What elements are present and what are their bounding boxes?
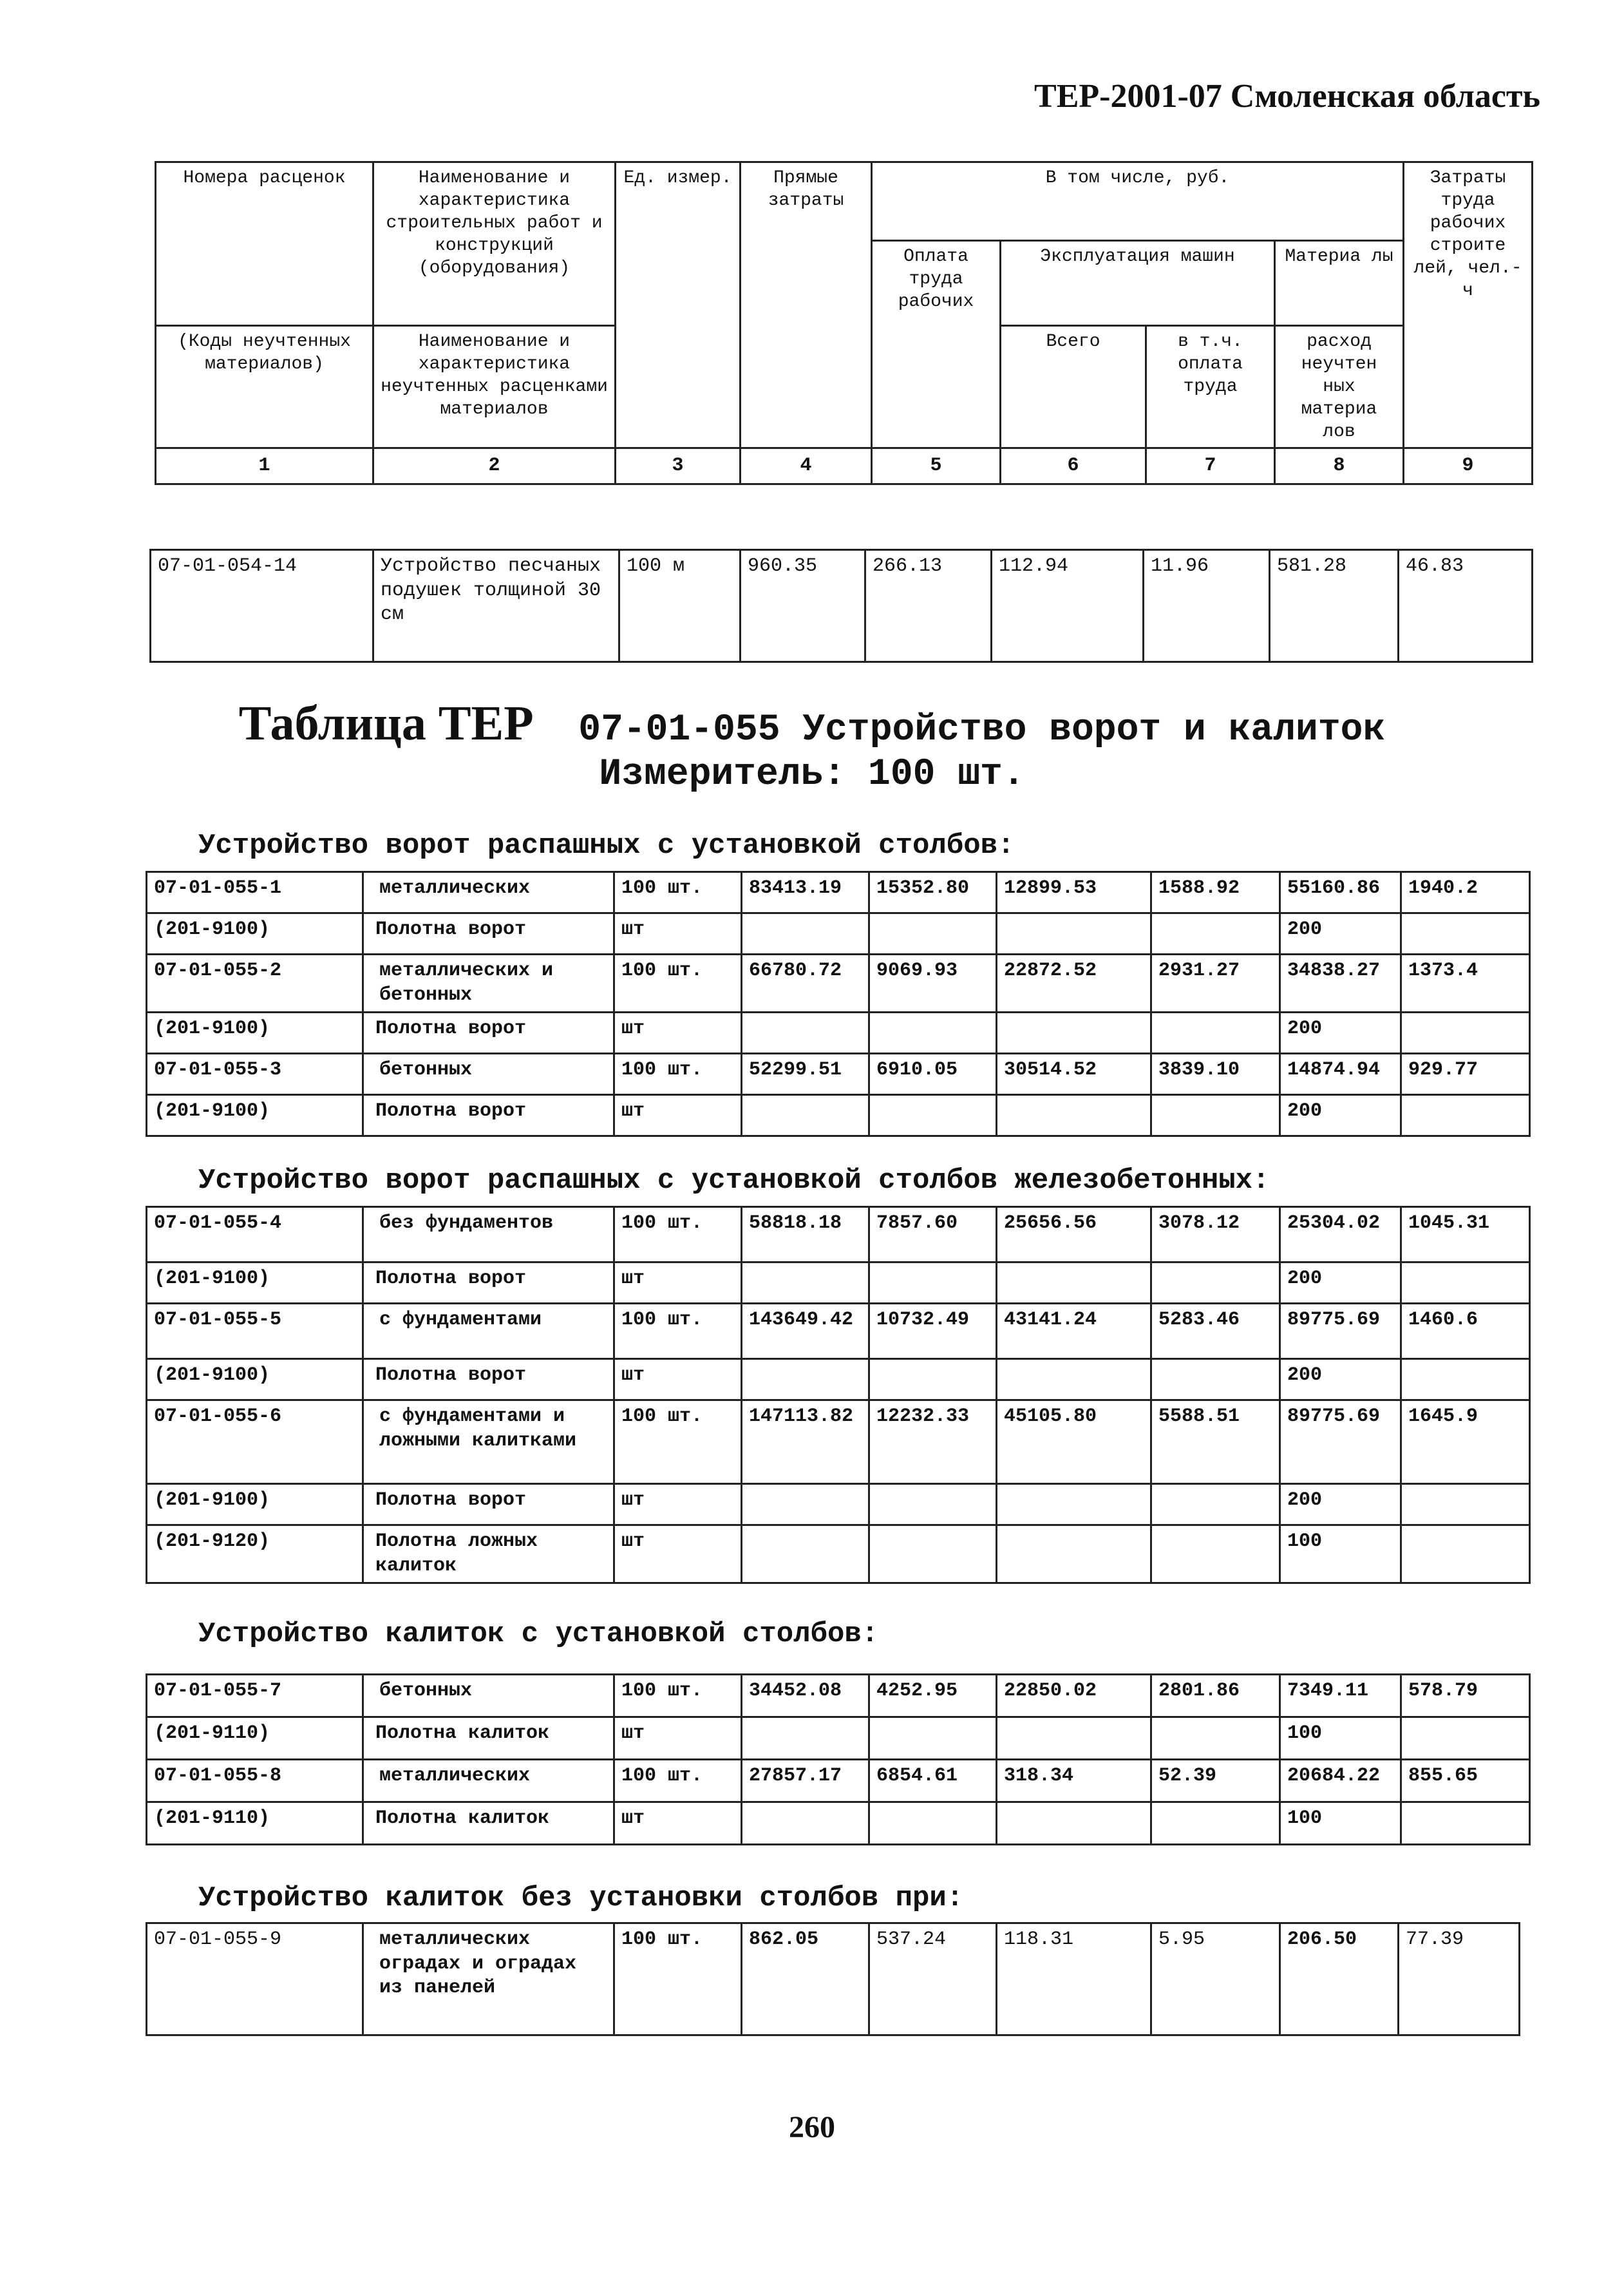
row-labor — [869, 1359, 997, 1400]
row-materials: 200 — [1280, 1262, 1401, 1304]
section-title-4: Устройство калиток без установки столбов при: — [198, 1882, 964, 1914]
row-name: без фундаментов — [363, 1207, 614, 1262]
header-name: Наименование и характеристика строительных работ и конструкций (оборудования) — [373, 162, 616, 326]
row-labor — [869, 1484, 997, 1525]
row-mach-labor: 52.39 — [1151, 1760, 1280, 1802]
header-codes: Номера расценок — [156, 162, 373, 326]
header-machines-labor: в т.ч. оплата труда — [1146, 326, 1275, 448]
row-labor: 537.24 — [869, 1923, 997, 2035]
row-hours: 77.39 — [1399, 1923, 1520, 2035]
row-machines: 22872.52 — [997, 955, 1151, 1013]
row-labor — [869, 913, 997, 955]
row-code: (201-9110) — [147, 1717, 363, 1760]
row-name: металлических и бетонных — [363, 955, 614, 1013]
row-labor: 7857.60 — [869, 1207, 997, 1262]
row-machines: 25656.56 — [997, 1207, 1151, 1262]
row-materials: 14874.94 — [1280, 1054, 1401, 1095]
row-labor — [869, 1802, 997, 1845]
row-code: (201-9100) — [147, 1095, 363, 1136]
row-hours: 855.65 — [1401, 1760, 1530, 1802]
row-machines — [997, 1095, 1151, 1136]
header-hours: Затраты труда рабочих строите лей, чел.-ч — [1404, 162, 1533, 448]
section-title-1: Устройство ворот распашных с установкой столбов: — [198, 830, 1015, 862]
row-name: бетонных — [363, 1054, 614, 1095]
row-machines — [997, 1262, 1151, 1304]
row-unit: 100 шт. — [614, 1400, 742, 1484]
page-header: ТЕР-2001-07 Смоленская область — [1034, 78, 1540, 115]
prev-unit: 100 м — [619, 550, 741, 662]
section-table-1 — [146, 871, 1531, 1137]
row-unit: 100 шт. — [614, 1304, 742, 1359]
row-unit: 100 шт. — [614, 1675, 742, 1717]
row-hours — [1401, 1262, 1530, 1304]
row-code: 07-01-055-6 — [147, 1400, 363, 1484]
row-direct — [742, 1802, 869, 1845]
header-materials: Материа лы — [1275, 241, 1404, 326]
row-mach-labor — [1151, 1525, 1280, 1583]
row-name: металлических — [363, 1760, 614, 1802]
row-materials: 55160.86 — [1280, 872, 1401, 913]
row-direct: 83413.19 — [742, 872, 869, 913]
col-num-2: 2 — [373, 448, 616, 484]
col-num-6: 6 — [1001, 448, 1146, 484]
row-code: (201-9110) — [147, 1802, 363, 1845]
row-machines: 12899.53 — [997, 872, 1151, 913]
row-machines: 22850.02 — [997, 1675, 1151, 1717]
row-direct — [742, 1013, 869, 1054]
row-hours — [1401, 1525, 1530, 1583]
col-num-3: 3 — [616, 448, 741, 484]
row-materials: 89775.69 — [1280, 1400, 1401, 1484]
prev-code: 07-01-054-14 — [151, 550, 373, 662]
row-unit: шт — [614, 913, 742, 955]
row-mach-labor: 1588.92 — [1151, 872, 1280, 913]
row-direct — [742, 1262, 869, 1304]
header-direct: Прямые затраты — [741, 162, 872, 448]
row-materials: 200 — [1280, 1484, 1401, 1525]
row-machines: 30514.52 — [997, 1054, 1151, 1095]
header-machines: Эксплуатация машин — [1001, 241, 1275, 326]
row-hours: 1045.31 — [1401, 1207, 1530, 1262]
header-table — [155, 161, 1533, 485]
row-hours: 1460.6 — [1401, 1304, 1530, 1359]
row-direct — [742, 1484, 869, 1525]
row-hours — [1401, 1013, 1530, 1054]
row-materials: 100 — [1280, 1802, 1401, 1845]
row-name: Полотна калиток — [363, 1717, 614, 1760]
row-machines: 118.31 — [997, 1923, 1151, 2035]
row-labor — [869, 1013, 997, 1054]
row-direct: 58818.18 — [742, 1207, 869, 1262]
row-name: бетонных — [363, 1675, 614, 1717]
row-materials: 20684.22 — [1280, 1760, 1401, 1802]
row-machines — [997, 1717, 1151, 1760]
prev-materials: 581.28 — [1270, 550, 1399, 662]
prev-machines: 112.94 — [992, 550, 1144, 662]
page-number: 260 — [789, 2110, 835, 2144]
header-machines-total: Всего — [1001, 326, 1146, 448]
row-unit: шт — [614, 1802, 742, 1845]
table-title-prefix: Таблица ТЕР — [238, 696, 534, 750]
row-hours — [1401, 913, 1530, 955]
header-group: В том числе, руб. — [872, 162, 1404, 241]
prev-table — [149, 549, 1533, 663]
row-materials: 89775.69 — [1280, 1304, 1401, 1359]
row-mach-labor — [1151, 1484, 1280, 1525]
header-material-codes: (Коды неучтенных материалов) — [156, 326, 373, 448]
row-machines — [997, 1484, 1151, 1525]
row-direct — [742, 1717, 869, 1760]
row-mach-labor — [1151, 1802, 1280, 1845]
col-num-9: 9 — [1404, 448, 1533, 484]
table-measure: Измеритель: 100 шт. — [599, 754, 1025, 796]
row-code: 07-01-055-8 — [147, 1760, 363, 1802]
row-name: Полотна ворот — [363, 1013, 614, 1054]
row-direct: 27857.17 — [742, 1760, 869, 1802]
row-machines: 45105.80 — [997, 1400, 1151, 1484]
row-direct — [742, 913, 869, 955]
prev-hours: 46.83 — [1399, 550, 1533, 662]
row-materials: 200 — [1280, 1095, 1401, 1136]
row-labor: 4252.95 — [869, 1675, 997, 1717]
row-hours: 1373.4 — [1401, 955, 1530, 1013]
row-materials: 200 — [1280, 913, 1401, 955]
header-unit: Ед. измер. — [616, 162, 741, 448]
row-code: 07-01-055-5 — [147, 1304, 363, 1359]
prev-name: Устройство песчаных подушек толщиной 30 см — [373, 550, 619, 662]
row-code: 07-01-055-3 — [147, 1054, 363, 1095]
row-code: (201-9120) — [147, 1525, 363, 1583]
prev-labor: 266.13 — [865, 550, 992, 662]
row-machines — [997, 1359, 1151, 1400]
row-hours — [1401, 1095, 1530, 1136]
row-name: металлических — [363, 872, 614, 913]
row-unit: шт — [614, 1262, 742, 1304]
row-name: с фундаментами — [363, 1304, 614, 1359]
row-mach-labor: 3839.10 — [1151, 1054, 1280, 1095]
row-code: 07-01-055-1 — [147, 872, 363, 913]
row-machines — [997, 1525, 1151, 1583]
row-code: (201-9100) — [147, 1484, 363, 1525]
row-labor — [869, 1262, 997, 1304]
row-mach-labor: 5283.46 — [1151, 1304, 1280, 1359]
col-num-5: 5 — [872, 448, 1001, 484]
row-mach-labor: 5588.51 — [1151, 1400, 1280, 1484]
row-unit: шт — [614, 1013, 742, 1054]
row-unit: 100 шт. — [614, 955, 742, 1013]
row-materials: 7349.11 — [1280, 1675, 1401, 1717]
row-name: Полотна ворот — [363, 1262, 614, 1304]
row-labor — [869, 1525, 997, 1583]
row-mach-labor — [1151, 1013, 1280, 1054]
row-name: Полотна ложных калиток — [363, 1525, 614, 1583]
row-mach-labor — [1151, 1095, 1280, 1136]
row-unit: 100 шт. — [614, 1054, 742, 1095]
row-code: (201-9100) — [147, 1013, 363, 1054]
section-title-3: Устройство калиток с установкой столбов: — [198, 1618, 879, 1650]
section-table-4 — [146, 1922, 1520, 2036]
row-unit: 100 шт. — [614, 872, 742, 913]
row-materials: 25304.02 — [1280, 1207, 1401, 1262]
row-name: Полотна ворот — [363, 1359, 614, 1400]
row-machines — [997, 1013, 1151, 1054]
row-hours — [1401, 1484, 1530, 1525]
row-hours — [1401, 1359, 1530, 1400]
header-material-names: Наименование и характеристика неучтенных расценками материалов — [373, 326, 616, 448]
row-machines: 43141.24 — [997, 1304, 1151, 1359]
row-direct: 862.05 — [742, 1923, 869, 2035]
row-labor — [869, 1717, 997, 1760]
prev-direct: 960.35 — [741, 550, 865, 662]
row-code: 07-01-055-7 — [147, 1675, 363, 1717]
row-code: 07-01-055-2 — [147, 955, 363, 1013]
row-labor: 9069.93 — [869, 955, 997, 1013]
row-code: (201-9100) — [147, 913, 363, 955]
row-name: металлических оградах и оградах из панелей — [363, 1923, 614, 2035]
row-direct: 66780.72 — [742, 955, 869, 1013]
row-hours: 929.77 — [1401, 1054, 1530, 1095]
row-hours: 1940.2 — [1401, 872, 1530, 913]
row-hours: 578.79 — [1401, 1675, 1530, 1717]
row-labor: 6910.05 — [869, 1054, 997, 1095]
row-unit: 100 шт. — [614, 1760, 742, 1802]
row-mach-labor: 3078.12 — [1151, 1207, 1280, 1262]
col-num-1: 1 — [156, 448, 373, 484]
row-labor: 6854.61 — [869, 1760, 997, 1802]
row-code: 07-01-055-4 — [147, 1207, 363, 1262]
row-materials: 34838.27 — [1280, 955, 1401, 1013]
row-unit: шт — [614, 1525, 742, 1583]
section-table-3 — [146, 1673, 1531, 1845]
prev-mach-labor: 11.96 — [1144, 550, 1270, 662]
header-labor: Оплата труда рабочих — [872, 241, 1001, 448]
row-direct — [742, 1359, 869, 1400]
row-mach-labor: 5.95 — [1151, 1923, 1280, 2035]
row-mach-labor — [1151, 1262, 1280, 1304]
col-num-4: 4 — [741, 448, 872, 484]
col-num-8: 8 — [1275, 448, 1404, 484]
section-title-2: Устройство ворот распашных с установкой столбов железобетонных: — [198, 1165, 1270, 1197]
row-direct: 34452.08 — [742, 1675, 869, 1717]
table-title-main: 07-01-055 Устройство ворот и калиток — [578, 709, 1386, 751]
row-machines — [997, 913, 1151, 955]
row-name: Полотна ворот — [363, 1095, 614, 1136]
row-materials: 200 — [1280, 1359, 1401, 1400]
row-materials: 206.50 — [1280, 1923, 1399, 2035]
row-unit: шт — [614, 1359, 742, 1400]
row-labor — [869, 1095, 997, 1136]
row-direct: 147113.82 — [742, 1400, 869, 1484]
row-machines — [997, 1802, 1151, 1845]
row-materials: 200 — [1280, 1013, 1401, 1054]
row-labor: 12232.33 — [869, 1400, 997, 1484]
row-labor: 10732.49 — [869, 1304, 997, 1359]
row-name: Полотна ворот — [363, 913, 614, 955]
row-mach-labor: 2801.86 — [1151, 1675, 1280, 1717]
row-code: (201-9100) — [147, 1262, 363, 1304]
section-table-2 — [146, 1206, 1531, 1584]
row-code: 07-01-055-9 — [147, 1923, 363, 2035]
row-mach-labor — [1151, 1359, 1280, 1400]
row-hours — [1401, 1717, 1530, 1760]
row-unit: 100 шт. — [614, 1207, 742, 1262]
row-mach-labor — [1151, 913, 1280, 955]
row-unit: 100 шт. — [614, 1923, 742, 2035]
row-machines: 318.34 — [997, 1760, 1151, 1802]
row-name: Полотна ворот — [363, 1484, 614, 1525]
row-direct: 143649.42 — [742, 1304, 869, 1359]
row-hours: 1645.9 — [1401, 1400, 1530, 1484]
table-title — [0, 696, 1624, 752]
row-materials: 100 — [1280, 1525, 1401, 1583]
row-direct — [742, 1095, 869, 1136]
row-materials: 100 — [1280, 1717, 1401, 1760]
row-unit: шт — [614, 1484, 742, 1525]
row-unit: шт — [614, 1717, 742, 1760]
row-direct — [742, 1525, 869, 1583]
row-mach-labor — [1151, 1717, 1280, 1760]
row-code: (201-9100) — [147, 1359, 363, 1400]
header-material-usage: расход неучтен ных материа лов — [1275, 326, 1404, 448]
row-labor: 15352.80 — [869, 872, 997, 913]
col-num-7: 7 — [1146, 448, 1275, 484]
row-mach-labor: 2931.27 — [1151, 955, 1280, 1013]
row-hours — [1401, 1802, 1530, 1845]
row-name: с фундаментами и ложными калитками — [363, 1400, 614, 1484]
row-name: Полотна калиток — [363, 1802, 614, 1845]
row-unit: шт — [614, 1095, 742, 1136]
row-direct: 52299.51 — [742, 1054, 869, 1095]
